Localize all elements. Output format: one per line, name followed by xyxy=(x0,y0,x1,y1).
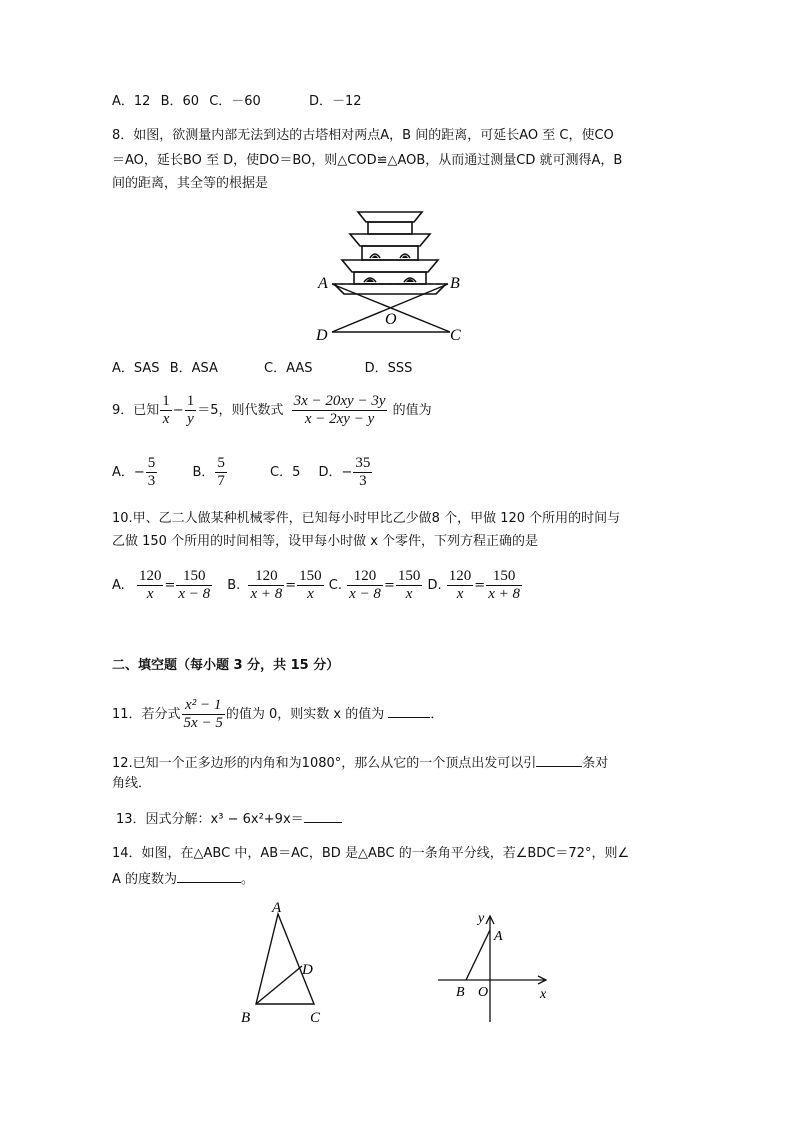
q8-line3: 间的距离，其全等的根据是 xyxy=(112,176,269,191)
q7-options-row xyxy=(112,92,362,112)
q9-prefix: 9．已知 xyxy=(112,403,160,418)
q12-answer-blank[interactable] xyxy=(536,752,582,767)
q8-option-a: A．SAS xyxy=(112,361,160,376)
q11-end: ． xyxy=(430,707,444,722)
q14-answer-blank[interactable] xyxy=(177,868,241,883)
tri-label-c: C xyxy=(310,1010,321,1026)
q9-option-d: D．− $\frac{35}{3}$ xyxy=(318,455,371,489)
q14-line1: 14．如图，在△ABC 中，AB＝AC，BD 是△ABC 的一条角平分线，若∠BDC＝72°，则∠ xyxy=(112,846,630,861)
q10-line2: 乙做 150 个所用的时间相等，设甲每小时做 x 个零件，下列方程正确的是 xyxy=(112,534,539,549)
q8-line1: 8．如图，欲测量内部无法到达的古塔相对两点A，B 间的距离，可延长AO 至 C，使CO xyxy=(112,128,614,143)
coordinate-axes-figure xyxy=(434,906,558,1026)
q9-options-row xyxy=(112,455,373,491)
q9-option-b: B． $\frac{5}{7}$ xyxy=(192,455,225,489)
triangle-abc xyxy=(256,914,314,1004)
q14-end: 。 xyxy=(241,872,255,887)
q8-option-c: C．AAS xyxy=(264,361,313,376)
axis-label-a: A xyxy=(494,929,503,944)
q12-text: 12.已知一个正多边形的内角和为1080°，那么从它的一个顶点出发可以引 xyxy=(112,756,537,771)
q10-options-row xyxy=(112,566,523,606)
axis-label-y: y xyxy=(478,911,485,926)
pagoda-figure xyxy=(310,204,470,350)
q11-fraction: $\frac{\text{x² − 1}}{5x - 5}$ xyxy=(183,697,223,731)
q10-option-b: B. $\frac{120}{x + 8}$ = $\frac{150}{x}$ xyxy=(227,568,322,602)
q11-suffix: 的值为 0，则实数 x 的值为 xyxy=(225,707,385,722)
q8-option-b: B．ASA xyxy=(169,361,218,376)
q9-option-a: A．− $\frac{5}{3}$ xyxy=(112,455,156,489)
q9-minus: − xyxy=(172,403,184,418)
q7-option-d: D．－12 xyxy=(308,94,362,109)
label-b: B xyxy=(450,275,460,292)
q13-answer-blank[interactable] xyxy=(304,808,342,823)
q13-stem xyxy=(116,808,342,830)
tri-label-b: B xyxy=(241,1010,251,1026)
label-c: C xyxy=(450,327,461,344)
label-d: D xyxy=(316,327,328,344)
pagoda-tiers xyxy=(334,212,446,294)
label-o: O xyxy=(385,311,397,328)
q12-line1-end: 条对 xyxy=(582,756,609,771)
q11-prefix: 11．若分式 xyxy=(112,707,181,722)
q9-frac2: $\frac{1}{y}$ xyxy=(186,393,195,427)
q8-option-d: D．SSS xyxy=(364,361,413,376)
q10-option-c: C. $\frac{120}{x - 8}$ = $\frac{150}{x}$ xyxy=(328,568,421,602)
q10-option-a: A. $\frac{120}{x}$ = $\frac{150}{x - 8}$ xyxy=(112,568,211,602)
q7-option-c: C．－60 xyxy=(209,94,261,109)
q11-answer-blank[interactable] xyxy=(388,703,430,718)
q9-expression: $\frac{3x - 20xy - 3y}{x - 2xy - y}$ xyxy=(293,393,386,427)
q9-option-c: C．5 xyxy=(270,465,301,480)
axis-label-o: O xyxy=(478,985,489,1000)
q8-line2: ＝AO，延长BO 至 D，使DO＝BO，则△COD≌△AOB，从而通过测量CD 就可测得A，B xyxy=(112,153,623,168)
q9-frac1: $\frac{1}{x}$ xyxy=(162,393,170,427)
q12-line1 xyxy=(112,752,608,774)
q9-stem xyxy=(112,393,432,429)
q14-text: A 的度数为 xyxy=(112,872,178,887)
q8-options-row xyxy=(112,359,412,379)
q14-line2 xyxy=(112,868,254,890)
q7-option-a: A．12 xyxy=(112,94,151,109)
axis-label-b: B xyxy=(456,985,465,1000)
segment-ba xyxy=(466,930,490,980)
segment-bd-bisector xyxy=(256,966,302,1004)
q10-line1: 10.甲、乙二人做某种机械零件，已知每小时甲比乙少做8 个，甲做 120 个所用的时间与 xyxy=(112,511,621,526)
tri-label-a: A xyxy=(272,900,282,916)
q7-option-b: B．60 xyxy=(160,94,200,109)
q9-suffix: 的值为 xyxy=(392,403,432,418)
q9-equals: ＝5，则代数式 xyxy=(197,403,284,418)
tri-label-d: D xyxy=(302,962,313,978)
q11-stem xyxy=(112,696,443,734)
label-a: A xyxy=(318,275,328,292)
q10-option-d: D. $\frac{120}{x}$ = $\frac{150}{x + 8}$ xyxy=(427,568,520,602)
q13-text: 13．因式分解：x³ − 6x²+9x＝ xyxy=(116,812,304,827)
axis-label-x: x xyxy=(540,987,547,1002)
q12-line2: 角线． xyxy=(112,776,152,791)
triangle-abc-figure xyxy=(236,896,336,1028)
section-2-heading: 二、填空题（每小题 3 分，共 15 分） xyxy=(112,658,340,673)
